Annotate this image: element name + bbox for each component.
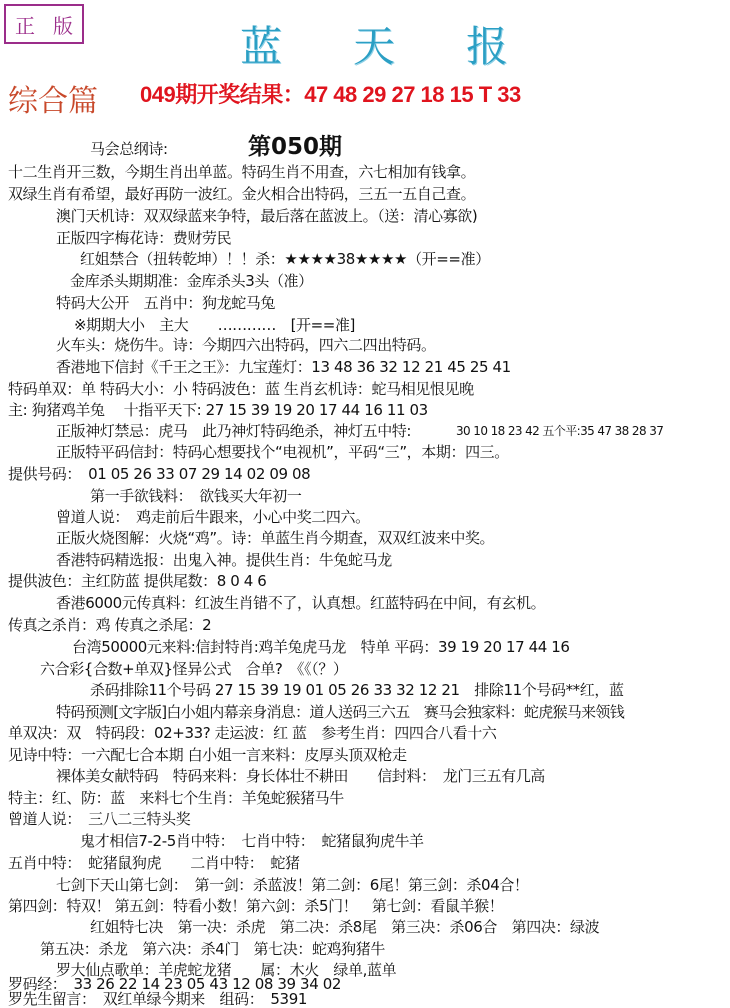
text-line: 见诗中特：一六配七合本期 白小姐一言来料：皮厚头顶双枪走 xyxy=(8,746,407,764)
text-line: 香港地下信封《千王之王》：九宝莲灯：13 48 36 32 12 21 45 25 41 xyxy=(56,358,511,376)
text-line: 五肖中特： 蛇猪鼠狗虎 二肖中特： 蛇猪 xyxy=(8,854,300,872)
draw-result: 049期开奖结果：47 48 29 27 18 15 T 33 xyxy=(140,82,521,107)
section-label: 综合篇 xyxy=(8,84,98,119)
text-line: 正版神灯禁忌：虎马 此乃神灯特码绝杀，神灯五中特: xyxy=(56,422,412,440)
text-line: 正版四字梅花诗：费财劳民 xyxy=(56,229,232,247)
text-line: 第五决：杀龙 第六决：杀4门 第七决：蛇鸡狗猪牛 xyxy=(40,940,385,958)
stamp-char-2: 版 xyxy=(53,13,73,38)
text-line: 杀码排除11个号码 27 15 39 19 01 05 26 33 32 12 21 排除11个号码**红，蓝 xyxy=(90,681,624,699)
text-line: 罗先生留言： 双红单绿今期来 组码： 5391 xyxy=(8,990,307,1008)
text-line: 十二生肖开三数，今期生肖出单蓝。特码生肖不用查，六七相加有钱拿。 xyxy=(8,163,476,181)
text-line: 金库杀头期期准：金库杀头3头（准） xyxy=(70,272,313,290)
title-char-2: 天 xyxy=(352,22,397,71)
text-line: 特码大公开 五肖中：狗龙蛇马兔 xyxy=(56,294,276,312)
title-char-1: 蓝 xyxy=(240,22,285,71)
text-line: 双绿生肖有希望，最好再防一波红。金火相合出特码，三五一五自己查。 xyxy=(8,185,476,203)
text-line: 罗大仙点歌单：羊虎蛇龙猪 属：木火 绿单,蓝单 xyxy=(56,961,397,979)
text-line: 传真之杀肖：鸡 传真之杀尾：2 xyxy=(8,616,212,634)
text-line: 曾道人说： 三八二三特头奖 xyxy=(8,810,191,828)
text-line: 第一手欲钱料： 欲钱买大年初一 xyxy=(90,487,302,505)
text-line: 香港特码精选报：出鬼入神。提供生肖：牛兔蛇马龙 xyxy=(56,551,392,569)
text-line: 火车头：烧伤牛。诗：今期四六出特码，四六二四出特码。 xyxy=(56,336,436,354)
text-line: 第四剑：特双！ 第五剑：特看小数！第六剑：杀5门！ 第七剑：看鼠羊猴！ xyxy=(8,897,504,915)
text-line: 裸体美女献特码 特码来料：身长体壮不耕田 信封料： 龙门三五有几高 xyxy=(56,767,545,785)
text-line: 红姐特七决 第一决：杀虎 第二决：杀8尾 第三决：杀06合 第四决：绿波 xyxy=(90,918,600,936)
text-line: 红姐禁合（扭转乾坤）！！杀：★★★★38★★★★（开==准） xyxy=(80,250,490,268)
text-line: 主: 狗猪鸡羊兔 十指平天下: 27 15 39 19 20 17 44 16 11 03 xyxy=(8,401,428,419)
text-line: ※期期大小 主大 ………… [开==准] xyxy=(74,316,356,334)
text-line: 提供波色：主红防蓝 提供尾数：8 0 4 6 xyxy=(8,572,267,590)
text-line: 澳门天机诗：双双绿蓝来争特，最后落在蓝波上。（送：清心寡欲) xyxy=(56,207,478,225)
text-line: 特主：红、防：蓝 来料七个生肖：羊兔蛇猴猪马牛 xyxy=(8,789,344,807)
text-line: 正版火烧图解：火烧“鸡”。诗：单蓝生肖今期查，双双红波来中奖。 xyxy=(56,529,495,547)
text-line: 鬼才相信7-2-5肖中特： 七肖中特： 蛇猪鼠狗虎牛羊 xyxy=(80,832,424,850)
issue-number: 第050期 xyxy=(248,134,343,160)
newspaper-title xyxy=(240,14,510,74)
text-line: 六合彩{合数+单双}怪异公式 合单? 《《（？） xyxy=(40,660,348,678)
text-line: 30 10 18 23 42 五个平:35 47 38 28 37 xyxy=(456,424,664,438)
text-line: 七剑下天山第七剑： 第一剑：杀蓝波！第二剑：6尾！第三剑：杀04合！ xyxy=(56,876,529,894)
text-line: 单双决：双 特码段：02+33? 走运波：红 蓝 参考生肖：四四合八看十六 xyxy=(8,724,497,742)
genuine-edition-stamp xyxy=(4,4,84,44)
text-line: 正版特平码信封：特码心想要找个“电视机”，平码“三”，本期：四三。 xyxy=(56,443,509,461)
text-line: 曾道人说： 鸡走前后牛跟来，小心中奖二四六。 xyxy=(56,508,370,526)
text-line: 台湾50000元来料:信封特肖:鸡羊兔虎马龙 特单 平码：39 19 20 17 44 16 xyxy=(72,638,570,656)
text-line: 特码单双：单 特码大小：小 特码波色：蓝 生肖玄机诗：蛇马相见恨见晚 xyxy=(8,380,474,398)
text-line: 特码预测[文字版]白小姐内幕亲身消息：道人送码三六五 赛马会独家料：蛇虎猴马来领钱 xyxy=(56,703,625,721)
title-char-3: 报 xyxy=(465,22,510,71)
text-line: 罗码经： 33 26 22 14 23 05 43 12 08 39 34 02 xyxy=(8,975,341,993)
text-line: 香港6000元传真料：红波生肖错不了，认真想。红蓝特码在中间，有玄机。 xyxy=(56,594,546,612)
text-line: 马会总纲诗: xyxy=(90,140,168,158)
stamp-char-1: 正 xyxy=(15,13,35,38)
text-line: 提供号码： 01 05 26 33 07 29 14 02 09 08 xyxy=(8,465,311,483)
